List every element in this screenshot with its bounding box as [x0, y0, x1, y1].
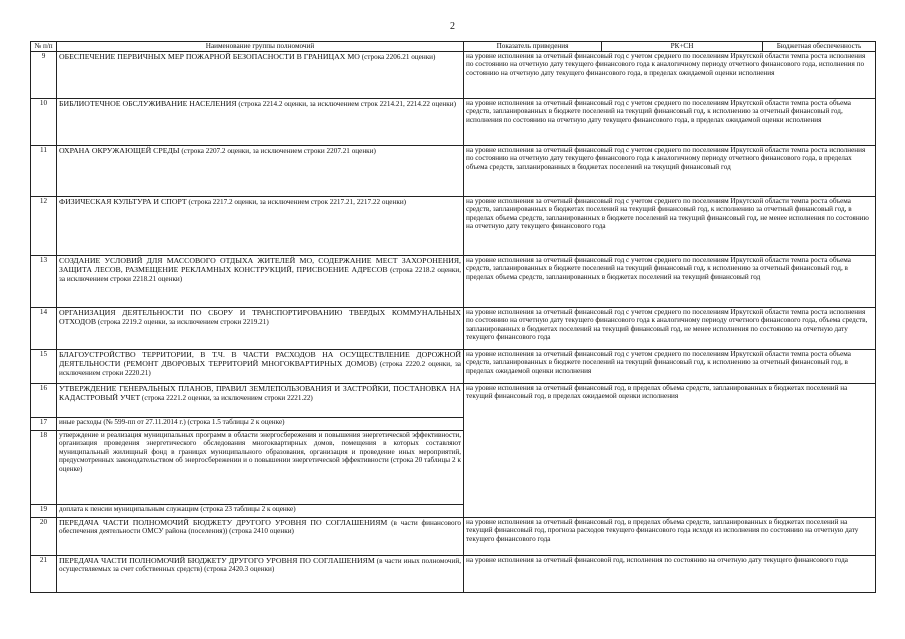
row-name-upper: ПЕРЕДАЧА ЧАСТИ ПОЛНОМОЧИЙ БЮДЖЕТУ ДРУГОГО УРОВНЯ ПО СОГЛАШЕНИЯМ	[59, 518, 388, 527]
table-row	[31, 146, 876, 197]
row-name	[57, 146, 464, 197]
row-name-rest: (строка 2218.2 оценки, за исключением строки 2218.21 оценки)	[59, 266, 462, 283]
row-name-rest: (строка 2219.2 оценки, за исключением строки 2219.21)	[96, 318, 269, 327]
row-indicator: на уровне исполнения за отчетный финансовый год, в пределах объема средств, запланированных в бюджетах поселений на текущий финансовый год, прогноза расходов текущего финансового года исходя из исполнения по состоянию на отчетную дату текущего финансового года	[464, 518, 876, 556]
row-name	[57, 52, 464, 99]
row-name-upper: БИБЛИОТЕЧНОЕ ОБСЛУЖИВАНИЕ НАСЕЛЕНИЯ	[59, 99, 237, 108]
row-name-rest: (строка 2206.21 оценки)	[359, 53, 436, 61]
header-indicator: Показатель приведения	[464, 42, 602, 52]
row-name-upper: ФИЗИЧЕСКАЯ КУЛЬТУРА И СПОРТ	[59, 197, 187, 206]
page-number: 2	[450, 21, 455, 32]
row-num: 9	[31, 52, 57, 99]
row-name	[57, 556, 464, 593]
row-name-rest: доплата к пенсии муниципальным служащим (строка 23 таблицы 2 к оценке)	[59, 505, 296, 513]
row-name-upper: ОРГАНИЗАЦИЯ ДЕЯТЕЛЬНОСТИ ПО СБОРУ И ТРАНСПОРТИРОВАНИЮ ТВЕРДЫХ КОММУНАЛЬНЫХ ОТХОДОВ	[59, 308, 461, 327]
table-row	[31, 256, 876, 308]
row-name-upper: ОХРАНА ОКРУЖАЮЩЕЙ СРЕДЫ	[59, 146, 180, 155]
row-num: 12	[31, 197, 57, 256]
row-name-upper: ПЕРЕДАЧА ЧАСТИ ПОЛНОМОЧИЙ БЮДЖЕТУ ДРУГОГО УРОВНЯ ПО СОГЛАШЕНИЯМ	[59, 556, 375, 565]
row-num: 21	[31, 556, 57, 593]
table-row	[31, 308, 876, 350]
row-indicator: на уровне исполнения за отчетный финансовый год с учетом среднего по поселениям Иркутской области темпа роста объема средств, запланированных в бюджете поселений на текущий финансовый год, к исполнению за отчетный финансовый год, исполнения по состоянию на отчетную дату текущего финансового года, в пределах ожидаемой оценки исполнения	[464, 99, 876, 146]
header-rk: РК+СН	[602, 42, 763, 52]
powers-table	[30, 41, 876, 593]
row-name-rest: (в части финансового обеспечения деятельности ОМСУ района (поселения)) (строка 2410 оценки)	[59, 519, 461, 536]
table-row	[31, 518, 876, 556]
row-name-rest: иные расходы (№ 599-пп от 27.11.2014 г.) (строка 1.5 таблицы 2 к оценке)	[59, 418, 285, 426]
row-name	[57, 518, 464, 556]
header-budget: Бюджетная обеспеченность	[763, 42, 876, 52]
row-name	[57, 384, 464, 418]
row-name-rest: (строка 2220.2 оценки, за исключением строки 2220.21)	[59, 360, 461, 377]
table-header-row	[31, 42, 876, 52]
table-row	[31, 384, 876, 418]
row-name	[57, 308, 464, 350]
row-name-rest: (строка 2217.2 оценки, за исключением строк 2217.21, 2217.22 оценки)	[186, 198, 407, 206]
row-name-upper: БЛАГОУСТРОЙСТВО ТЕРРИТОРИИ, В Т.Ч. В ЧАСТИ РАСХОДОВ НА ОСУЩЕСТВЛЕНИЕ ДОРОЖНОЙ ДЕЯТЕЛЬНОСТИ (РЕМОНТ ДВОРОВЫХ ТЕРРИТОРИЙ МНОГОКВАРТИРНЫХ ДОМОВ)	[59, 350, 461, 369]
table-row	[31, 99, 876, 146]
row-indicator: на уровне исполнения за отчетный финансовый год с учетом среднего по поселениям Иркутской области темпа роста объема средств, запланированных в бюджетах поселений на текущий финансовый год, к исполнению за отчетный финансовый год, в пределах объема средств, запланированных в бюджете поселений на текущий финансовый год, не менее исполнения по состоянию на отчетную дату текущего финансового года	[464, 197, 876, 256]
header-num: № п/п	[31, 42, 57, 52]
row-indicator: на уровне исполнения за отчетный финансовый год с учетом среднего по поселениям Иркутской области темпа роста исполнения по состоянию на отчетную дату текущего финансового года к аналогичному периоду отчетного финансового года, в пределах объема средств, запланированных в бюджетах поселений на текущий финансовый год	[464, 146, 876, 197]
row-indicator: на уровне исполнения за отчетный финансовый год с учетом среднего по поселениям Иркутской области темпа роста объема средств, запланированных в бюджете поселений на текущий финансовый год, к исполнению за отчетный финансовый год, в пределах объема средств, запланированных в бюджетах поселений на текущий финансовый год	[464, 256, 876, 308]
table-row	[31, 197, 876, 256]
row-indicator: на уровне исполнения за отчетный финансовый год с учетом среднего по поселениям Иркутской области темпа роста исполнения по состоянию на отчетную дату текущего финансового года к аналогичному периоду отчетного финансового года, объема средств, запланированных в бюджетах поселений на текущий финансовый год, не менее исполнения по состоянию на отчетную дату текущего финансового года	[464, 308, 876, 350]
row-name-rest: утверждение и реализация муниципальных программ в области энергосбережения и повышения энергетической эффективности, организация проведения энергетического обследования многоквартирных домов, помещения в которых составляют муниципальный жилищный фонд в границах муниципального образования, организация и проведение иных мероприятий, предусмотренных законодательством об энергосбережении и о повышении энергетической эффективности (строка 20 таблицы 2 к оценке)	[59, 431, 461, 473]
row-num: 11	[31, 146, 57, 197]
row-num: 17	[31, 418, 57, 431]
row-name-upper: СОЗДАНИЕ УСЛОВИЙ ДЛЯ МАССОВОГО ОТДЫХА ЖИТЕЛЕЙ МО, СОДЕРЖАНИЕ МЕСТ ЗАХОРОНЕНИЯ, ЗАЩИТА ЛЕСОВ, РАЗМЕЩЕНИЕ РЕКЛАМНЫХ КОНСТРУКЦИЙ, ПРИСВОЕНИЕ АДРЕСОВ	[59, 256, 461, 275]
header-name: Наименование группы полномочий	[57, 42, 464, 52]
row-name-rest: (строка 2221.2 оценки, за исключением строки 2221.22)	[140, 394, 313, 403]
row-name	[57, 256, 464, 308]
row-name-rest: (строка 2207.2 оценки, за исключением строки 2207.21 оценки)	[179, 147, 376, 155]
table-row	[31, 350, 876, 384]
row-name	[57, 505, 464, 518]
row-name	[57, 431, 464, 505]
row-num: 14	[31, 308, 57, 350]
row-name	[57, 99, 464, 146]
row-num: 16	[31, 384, 57, 418]
row-indicator: на уровне исполнения за отчетный финансовый год с учетом среднего по поселениям Иркутской области темпа роста исполнения по состоянию на отчетную дату текущего финансового года к аналогичному периоду отчетного финансового года, исполнения по состоянию на отчетную дату текущего финансового года, в пределах ожидаемой оценки исполнения	[464, 52, 876, 99]
row-name	[57, 418, 464, 431]
table-row	[31, 52, 876, 99]
row-num: 15	[31, 350, 57, 384]
row-num: 18	[31, 431, 57, 505]
row-num: 13	[31, 256, 57, 308]
row-num: 10	[31, 99, 57, 146]
row-name-rest: (в части иных полномочий, осуществляемых за счет собственных средств) (строка 2420.3 оценки)	[59, 557, 461, 574]
row-num: 19	[31, 505, 57, 518]
row-name	[57, 197, 464, 256]
row-name-upper: УТВЕРЖДЕНИЕ ГЕНЕРАЛЬНЫХ ПЛАНОВ, ПРАВИЛ ЗЕМЛЕПОЛЬЗОВАНИЯ И ЗАСТРОЙКИ, ПОСТАНОВКА НА КАДАСТРОВЫЙ УЧЕТ	[59, 384, 461, 403]
row-num: 20	[31, 518, 57, 556]
row-name	[57, 350, 464, 384]
row-indicator: на уровне исполнения за отчетный финансовой год, исполнения по состоянию на отчетную дату текущего финансового года	[464, 556, 876, 593]
table-row	[31, 556, 876, 593]
row-indicator: на уровне исполнения за отчетный финансовый год с учетом среднего по поселениям Иркутской области темпа роста объема средств, запланированных в бюджете поселений на текущий финансовый год, к исполнению за отчетный финансовый год, в пределах ожидаемой оценки исполнения	[464, 350, 876, 384]
row-indicator: на уровне исполнения за отчетный финансовый год, в пределах объема средств, запланированных в бюджетах поселений на текущий финансовый год, в пределах ожидаемой оценки исполнения	[464, 384, 876, 518]
row-name-rest: (строка 2214.2 оценки, за исключением строк 2214.21, 2214.22 оценки)	[236, 100, 456, 108]
row-name-upper: ОБЕСПЕЧЕНИЕ ПЕРВИЧНЫХ МЕР ПОЖАРНОЙ БЕЗОПАСНОСТИ В ГРАНИЦАХ МО	[59, 52, 360, 61]
